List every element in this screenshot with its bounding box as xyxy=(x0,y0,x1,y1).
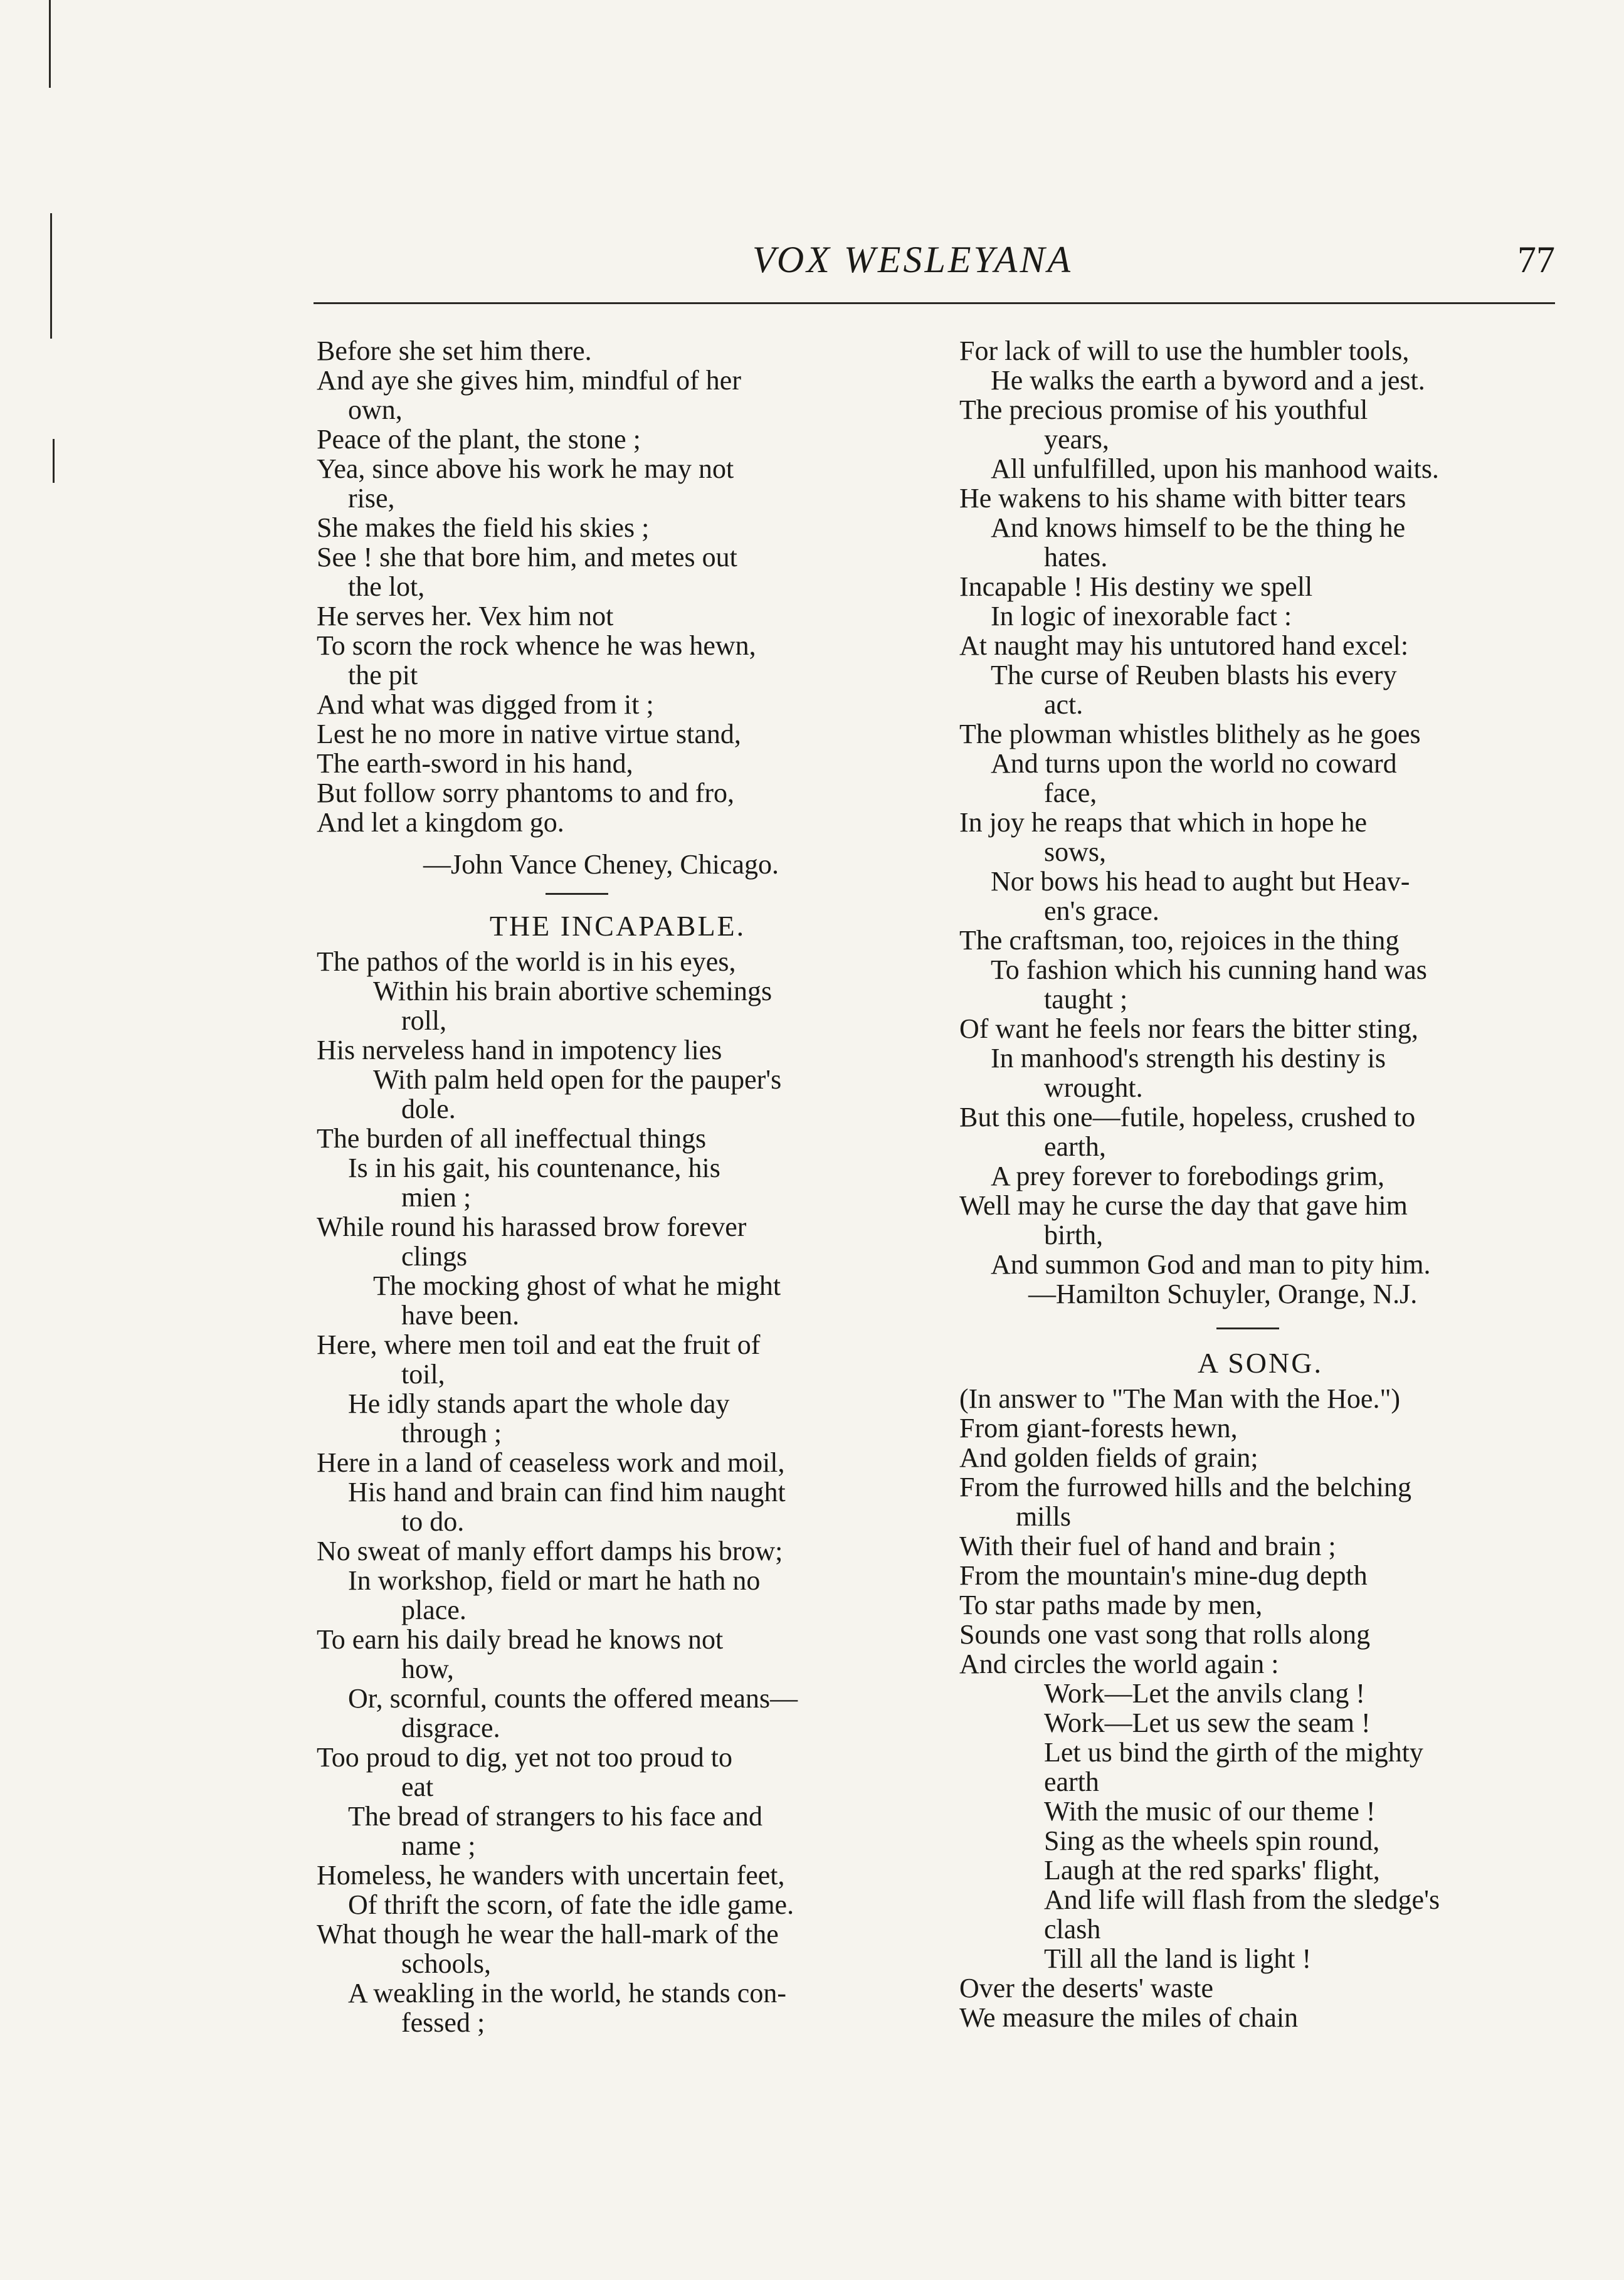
poem-line: In workshop, field or mart he hath no xyxy=(348,1565,761,1596)
poem-line: name ; xyxy=(401,1830,476,1861)
poem-line: roll, xyxy=(401,1005,447,1036)
poem-line: Here, where men toil and eat the fruit of xyxy=(317,1329,761,1360)
poem-line: To earn his daily bread he knows not xyxy=(317,1624,724,1655)
poem-line: Well may he curse the day that gave him xyxy=(959,1190,1408,1221)
poem-line: To scorn the rock whence he was hewn, xyxy=(317,630,756,661)
poem-line: schools, xyxy=(401,1948,491,1979)
poem-line: Before she set him there. xyxy=(317,335,592,366)
poem-line: He walks the earth a byword and a jest. xyxy=(991,365,1425,396)
scan-edge-mark xyxy=(49,0,51,88)
poem-line: (In answer to "The Man with the Hoe.") xyxy=(959,1383,1401,1414)
poem-line: While round his harassed brow forever xyxy=(317,1211,747,1242)
poem-line: And summon God and man to pity him. xyxy=(991,1249,1431,1280)
poem-line: dole. xyxy=(401,1094,456,1124)
poem-line: sows, xyxy=(1044,837,1107,867)
poem-line: To fashion which his cunning hand was xyxy=(991,954,1427,985)
poem-line: His hand and brain can find him naught xyxy=(348,1477,786,1507)
poem-heading: THE INCAPABLE. xyxy=(489,910,746,942)
poem-line: What though he wear the hall-mark of the xyxy=(317,1919,779,1950)
poem-line: No sweat of manly effort damps his brow; xyxy=(317,1536,783,1566)
poem-heading: A SONG. xyxy=(1198,1347,1323,1379)
poem-line: earth, xyxy=(1044,1131,1106,1162)
poem-line: clings xyxy=(401,1241,468,1272)
poem-line: He wakens to his shame with bitter tears xyxy=(959,483,1406,514)
poem-line: But follow sorry phantoms to and fro, xyxy=(317,778,735,808)
poem-line: en's grace. xyxy=(1044,895,1159,926)
section-divider xyxy=(1216,1327,1279,1329)
poem-line: The earth-sword in his hand, xyxy=(317,748,633,779)
poem-line: From the furrowed hills and the belching xyxy=(959,1472,1411,1502)
poem-line: With their fuel of hand and brain ; xyxy=(959,1531,1336,1561)
poem-line: face, xyxy=(1044,778,1097,808)
poem-line: Work—Let us sew the seam ! xyxy=(1044,1707,1371,1738)
poem-line: From giant-forests hewn, xyxy=(959,1413,1238,1443)
poem-line: hates. xyxy=(1044,542,1108,573)
poem-line: But this one—futile, hopeless, crushed to xyxy=(959,1102,1416,1132)
poem-line: place. xyxy=(401,1595,467,1625)
poem-line: The pathos of the world is in his eyes, xyxy=(317,946,736,977)
poem-line: The craftsman, too, rejoices in the thing xyxy=(959,925,1400,956)
header-rule xyxy=(314,302,1555,304)
poem-line: And life will flash from the sledge's xyxy=(1044,1884,1440,1915)
poem-line: In manhood's strength his destiny is xyxy=(991,1043,1386,1074)
poem-line: rise, xyxy=(348,483,395,514)
poem-line: With the music of our theme ! xyxy=(1044,1796,1376,1827)
poem-line: And knows himself to be the thing he xyxy=(991,512,1406,543)
poem-line: He serves her. Vex him not xyxy=(317,601,614,631)
poem-line: A weakling in the world, he stands con- xyxy=(348,1978,786,2008)
poem-line: His nerveless hand in impotency lies xyxy=(317,1035,722,1065)
poem-line: the lot, xyxy=(348,571,425,602)
poem-line: disgrace. xyxy=(401,1713,500,1743)
poem-line: Till all the land is light ! xyxy=(1044,1943,1312,1974)
poem-line: Within his brain abortive schemings xyxy=(373,976,772,1006)
poem-line: own, xyxy=(348,394,403,425)
running-header xyxy=(314,238,1555,295)
scan-edge-mark xyxy=(53,439,55,483)
poem-line: Work—Let the anvils clang ! xyxy=(1044,1678,1366,1709)
poem-body-continued xyxy=(959,336,1561,1279)
poem-line: In joy he reaps that which in hope he xyxy=(959,807,1368,838)
section-divider xyxy=(546,893,608,895)
poem-line: fessed ; xyxy=(401,2007,485,2038)
poem-line: Sing as the wheels spin round, xyxy=(1044,1825,1380,1856)
poem-line: The precious promise of his youthful xyxy=(959,394,1368,425)
poem-line: And let a kingdom go. xyxy=(317,807,564,838)
poem-line: And what was digged from it ; xyxy=(317,689,654,720)
poem-line: Nor bows his head to aught but Heav- xyxy=(991,866,1410,897)
poem-line: Homeless, he wanders with uncertain feet, xyxy=(317,1860,785,1891)
right-column xyxy=(959,336,1561,2032)
poem-line: We measure the miles of chain xyxy=(959,2002,1299,2033)
poem-line: years, xyxy=(1044,424,1109,455)
poem-line: mills xyxy=(1016,1501,1072,1532)
poem-line: He idly stands apart the whole day xyxy=(348,1388,730,1419)
poem-line: Or, scornful, counts the offered means— xyxy=(348,1683,798,1714)
poem-line: eat xyxy=(401,1771,434,1802)
poem-line: Incapable ! His destiny we spell xyxy=(959,571,1313,602)
poem-line: The burden of all ineffectual things xyxy=(317,1123,707,1154)
poem-line: wrought. xyxy=(1044,1072,1143,1103)
scan-edge-mark xyxy=(50,213,52,339)
poem-line: Laugh at the red sparks' flight, xyxy=(1044,1855,1380,1886)
attribution: —John Vance Cheney, Chicago. xyxy=(423,849,779,880)
poem-line: And aye she gives him, mindful of her xyxy=(317,365,741,396)
poem-body xyxy=(317,947,919,2037)
poem-line: To star paths made by men, xyxy=(959,1590,1263,1620)
poem-line: At naught may his untutored hand excel: xyxy=(959,630,1409,661)
poem-line: birth, xyxy=(1044,1220,1104,1250)
poem-line: toil, xyxy=(401,1359,445,1390)
poem-line: mien ; xyxy=(401,1182,472,1213)
poem-line: And turns upon the world no coward xyxy=(991,748,1397,779)
poem-line: Is in his gait, his countenance, his xyxy=(348,1153,720,1183)
poem-line: Sounds one vast song that rolls along xyxy=(959,1619,1371,1650)
poem-line: See ! she that bore him, and metes out xyxy=(317,542,737,573)
poem-line: She makes the field his skies ; xyxy=(317,512,650,543)
journal-title: VOX WESLEYANA xyxy=(752,239,1073,280)
poem-line: In logic of inexorable fact : xyxy=(991,601,1292,631)
poem-line: For lack of will to use the humbler tools, xyxy=(959,335,1410,366)
poem-line: Over the deserts' waste xyxy=(959,1973,1214,2003)
poem-line: A prey forever to forebodings grim, xyxy=(991,1161,1385,1191)
poem-line: The bread of strangers to his face and xyxy=(348,1801,762,1832)
poem-line: The plowman whistles blithely as he goes xyxy=(959,719,1421,749)
poem-line: have been. xyxy=(401,1300,520,1331)
poem-line: The curse of Reuben blasts his every xyxy=(991,660,1397,690)
poem-line: clash xyxy=(1044,1914,1101,1945)
poem-line: to do. xyxy=(401,1506,465,1537)
poem-line: From the mountain's mine-dug depth xyxy=(959,1560,1368,1591)
poem-line: With palm held open for the pauper's xyxy=(373,1064,782,1095)
poem-line: The mocking ghost of what he might xyxy=(373,1270,781,1301)
poem-line: earth xyxy=(1044,1766,1099,1797)
poem-line: Lest he no more in native virtue stand, xyxy=(317,719,741,749)
poem-line: And circles the world again : xyxy=(959,1649,1279,1679)
poem-line: Here in a land of ceaseless work and moil, xyxy=(317,1447,785,1478)
poem-line: the pit xyxy=(348,660,418,690)
poem-line: And golden fields of grain; xyxy=(959,1442,1258,1473)
poem-line: Too proud to dig, yet not too proud to xyxy=(317,1742,732,1773)
poem-line: act. xyxy=(1044,689,1084,720)
poem-line: Of want he feels nor fears the bitter sting, xyxy=(959,1013,1418,1044)
poem-line: how, xyxy=(401,1654,454,1684)
left-column xyxy=(317,336,919,2037)
attribution: —Hamilton Schuyler, Orange, N.J. xyxy=(1028,1279,1418,1309)
poem-line: Yea, since above his work he may not xyxy=(317,453,734,484)
page-number: 77 xyxy=(1517,239,1555,280)
poem-fragment xyxy=(317,336,919,837)
poem-body xyxy=(959,1384,1561,2032)
poem-line: Peace of the plant, the stone ; xyxy=(317,424,641,455)
poem-line: Let us bind the girth of the mighty xyxy=(1044,1737,1423,1768)
poem-line: taught ; xyxy=(1044,984,1128,1015)
poem-line: All unfulfilled, upon his manhood waits. xyxy=(991,453,1439,484)
poem-line: Of thrift the scorn, of fate the idle game. xyxy=(348,1889,794,1920)
poem-line: through ; xyxy=(401,1418,502,1449)
